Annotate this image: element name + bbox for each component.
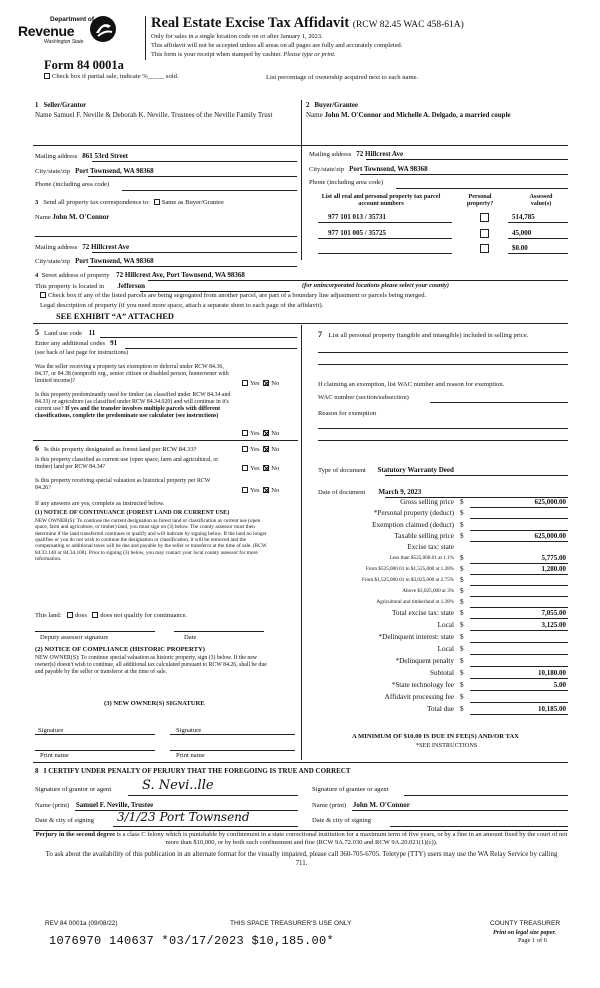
segregated-checkbox[interactable] bbox=[40, 292, 46, 298]
tax-row-label: From $525,000.01 to $1,525,000 at 1.28% bbox=[365, 566, 454, 573]
logo-state: Washington State bbox=[44, 39, 84, 45]
street-address[interactable]: 4 Street address of property 72 Hillcrest Ave, Port Townsend, WA 98368 bbox=[35, 271, 245, 279]
minimum-notice: A MINIMUM OF $10.00 IS DUE IN FEE(S) AND/OR TAX bbox=[352, 733, 519, 740]
no-checkbox-checked[interactable] bbox=[263, 430, 269, 436]
rule bbox=[33, 145, 568, 146]
header-line-1: Only for sales in a single location code on or after January 1, 2023. bbox=[151, 33, 323, 40]
deputy-date-label: Date bbox=[184, 634, 197, 641]
buyer-mailing[interactable]: Mailing address 72 Hillcrest Ave bbox=[309, 150, 404, 158]
personal-property-col-header: Personal property? bbox=[466, 193, 494, 208]
grantor-date-line bbox=[113, 826, 298, 827]
current-use-yes-no[interactable]: Yes No bbox=[240, 465, 279, 473]
assessed-line bbox=[508, 238, 568, 239]
tax-row-label: Gross selling price bbox=[400, 498, 454, 506]
timber-yes-no[interactable]: Yes No bbox=[240, 430, 279, 438]
tax-row-label: Agricultural and timberland at 1.28% bbox=[376, 599, 454, 606]
no-checkbox-checked[interactable] bbox=[263, 380, 269, 386]
dollar-sign: $ bbox=[460, 587, 464, 596]
tax-row-label: Subtotal bbox=[430, 669, 454, 678]
if-any-yes: If any answers are yes, complete as instructed below. bbox=[35, 501, 165, 507]
historic-yes-no[interactable]: Yes No bbox=[240, 487, 279, 495]
sections-1-2-divider bbox=[301, 100, 302, 260]
timber-question: Is this property predominantly used for timber (as classified under RCW 84.34 and 84.33) or agriculture (as classified under RCW 84.34.020) and will continue in it's current use? If yes and the transfer involves multiple parcels with different classifications, complete the predominate use calculator (see instructions) bbox=[35, 392, 231, 419]
legal-description-label: Legal description of property (if you need more space, attach a separate sheet to each page of the affidavit). bbox=[40, 302, 324, 309]
see-instructions: *SEE INSTRUCTIONS bbox=[416, 742, 478, 749]
qualify-row[interactable]: This land: does does not qualify for continuance. bbox=[35, 612, 188, 619]
grantee-signature-line bbox=[404, 795, 568, 796]
tax-row-value[interactable]: 7,055.00 bbox=[541, 609, 566, 618]
parcel-line bbox=[318, 238, 452, 239]
dollar-sign: $ bbox=[460, 669, 464, 678]
deputy-sig-line bbox=[35, 631, 155, 632]
dollar-sign: $ bbox=[460, 633, 464, 642]
notice-continuance-title: (1) NOTICE OF CONTINUANCE (FOREST LAND OR CURRENT USE) bbox=[35, 510, 230, 516]
assessed-1[interactable]: 514,785 bbox=[512, 213, 535, 221]
form-number: Form 84 0001a bbox=[44, 58, 124, 72]
rule bbox=[33, 762, 568, 763]
grantor-date-city[interactable]: 3/1/23 Port Townsend bbox=[117, 810, 250, 824]
land-use-code[interactable]: 5 Land use code 11 bbox=[35, 328, 96, 337]
certify-heading: 8 I CERTIFY UNDER PENALTY OF PERJURY THAT THE FOREGOING IS TRUE AND CORRECT bbox=[35, 767, 351, 775]
print-name-line bbox=[170, 750, 295, 751]
additional-line bbox=[125, 348, 297, 349]
seller-heading: 1 Seller/Grantor bbox=[35, 102, 87, 109]
land-use-line bbox=[100, 337, 297, 338]
yes-checkbox[interactable] bbox=[242, 487, 248, 493]
notice-compliance-body: NEW OWNER(S): To continue special valuation as historic property, sign (3) below. If the new owner(s) doesn't wish to continue, all additional tax calculated pursuant to RCW 84.26, shall be due and payable by the seller or transferor at the time of sale. bbox=[35, 655, 267, 675]
parcel-1[interactable]: 977 101 013 / 35731 bbox=[328, 213, 386, 221]
logo-main: Revenue bbox=[18, 23, 75, 39]
current-use-question: Is this property classified as current use (open space, farm and agricultural, or timber) land per RCW 84.34? bbox=[35, 457, 219, 470]
treasurer-stamp: 1076970 140637 *03/17/2023 $10,185.00* bbox=[49, 934, 335, 948]
dollar-sign: $ bbox=[460, 576, 464, 585]
tax-row-value[interactable]: 10,185.00 bbox=[538, 705, 566, 714]
reason-exemption[interactable]: Reason for exemption bbox=[318, 410, 377, 417]
tax-value-line bbox=[470, 541, 568, 542]
dollar-sign: $ bbox=[460, 645, 464, 654]
section3-city-line bbox=[88, 266, 297, 267]
buyer-mailing-line bbox=[366, 159, 568, 160]
form-revision: REV 84 0001a (09/08/22) bbox=[45, 920, 118, 927]
seller-name: Name Samuel F. Neville & Deborah K. Neville. Trustees of the Neville Family Trust bbox=[35, 111, 273, 119]
partial-sale-checkbox[interactable] bbox=[44, 73, 50, 79]
tax-value-line bbox=[470, 690, 568, 691]
assessed-2[interactable]: 45,000 bbox=[512, 229, 532, 237]
alternate-format-notice: To ask about the availability of this publication in an alternate format for the visually impaired, please call 360-705-6705. Teletype (TTY) users may use the WA Relay Service by calling 711. bbox=[45, 851, 558, 867]
new-owner-signature-title: (3) NEW OWNER(S) SIGNATURE bbox=[104, 700, 205, 707]
tax-row-value[interactable]: 625,000.00 bbox=[534, 498, 566, 506]
print-name-label: Print name bbox=[40, 752, 69, 759]
same-as-buyer-checkbox[interactable] bbox=[154, 199, 160, 205]
yes-checkbox[interactable] bbox=[242, 446, 248, 452]
tax-row-label: From $1,525,000.01 to $3,025,000 at 2.75% bbox=[361, 577, 454, 584]
grantee-date-line bbox=[390, 826, 568, 827]
grantor-date-label: Date & city of signing bbox=[35, 817, 94, 824]
tax-value-line bbox=[470, 596, 568, 597]
assessed-line bbox=[508, 253, 568, 254]
dollar-sign: $ bbox=[460, 531, 464, 540]
dollar-sign: $ bbox=[460, 509, 464, 518]
personal-property-list-label: 7 List all personal property (tangible and intangible) included in selling price. bbox=[318, 330, 529, 339]
dollar-sign: $ bbox=[460, 554, 464, 563]
tax-value-line bbox=[470, 585, 568, 586]
personal-property-line bbox=[318, 352, 568, 353]
reason-line bbox=[318, 440, 568, 441]
grantee-name-line bbox=[352, 810, 568, 811]
tax-row-label: *Delinquent interest: state bbox=[378, 633, 454, 642]
grantor-signature-label: Signature of grantor or agent bbox=[35, 786, 112, 793]
tax-row-label: Taxable selling price bbox=[394, 531, 454, 540]
assessed-line bbox=[508, 222, 568, 223]
grantee-date-label: Date & city of signing bbox=[312, 817, 371, 824]
exemption-question: Was the seller receiving a property tax exemption or deferral under RCW 84.36, 84.37, or 84.38 (nonprofit org., senior citizen or disabled person, homeowner with limited income)? bbox=[35, 364, 229, 384]
located-note: (for unincorporated locations please select your county) bbox=[302, 282, 449, 289]
tax-value-line bbox=[470, 518, 568, 519]
buyer-city[interactable]: City/state/zip Port Townsend, WA 98368 bbox=[309, 165, 428, 173]
deputy-signature-label: Deputy assessor signature bbox=[40, 634, 109, 641]
tax-value-line bbox=[470, 678, 568, 679]
tax-row-label: Total due bbox=[427, 705, 454, 714]
tax-row-label: Exemption claimed (deduct) bbox=[372, 520, 454, 529]
revenue-logo-icon bbox=[88, 14, 118, 44]
section3-label: 3 Send all property tax correspondence to: Same as Buyer/Grantee bbox=[35, 199, 224, 206]
treasurer-use-only: THIS SPACE TREASURER'S USE ONLY bbox=[230, 920, 352, 927]
dollar-sign: $ bbox=[460, 705, 464, 714]
print-name-line bbox=[35, 750, 155, 751]
notice-continuance-body: NEW OWNER(S): To continue the current designation as forest land or classification as current use (open space, farm and agriculture, or timber) land, you must sign on (3) below. The county assessor must then determine if the land transferred continues to qualify and will indicate by signing below. If the land no longer qualifies or you do not wish to continue the designation or classification, it will be removed and the compensating or additional taxes will be due and payable by the seller or transferor at the time of sale. (RCW 84.33.140 or 84.34.108). Prior to signing (3) below, you may contact your local county assessor for more information. bbox=[35, 518, 267, 563]
parcel-line bbox=[318, 222, 452, 223]
parcel-line bbox=[318, 253, 452, 254]
seller-mailing-line bbox=[92, 161, 297, 162]
grantor-name[interactable]: Name (print) Samuel F. Neville, Trustee bbox=[35, 801, 154, 809]
tax-row-label: *Delinquent penalty bbox=[395, 657, 454, 666]
historic-question: Is this property receiving special valuation as historical property per RCW 84.26? bbox=[35, 478, 211, 491]
tax-row-label: *Personal property (deduct) bbox=[373, 509, 454, 518]
street-line bbox=[148, 280, 568, 281]
forest-yes-no[interactable]: Yes No bbox=[240, 446, 279, 454]
personal-property-line bbox=[318, 364, 568, 365]
dollar-sign: $ bbox=[460, 657, 464, 666]
yes-checkbox[interactable] bbox=[242, 465, 248, 471]
section3-name-line2 bbox=[35, 236, 297, 237]
buyer-phone[interactable]: Phone (including area code) bbox=[309, 179, 384, 186]
section3-mailing-line bbox=[92, 252, 297, 253]
grantor-signature-line bbox=[128, 795, 298, 796]
located-in[interactable]: This property is located in Jefferson bbox=[35, 282, 146, 290]
personal-property-checkbox-2[interactable] bbox=[480, 229, 489, 238]
rule bbox=[33, 323, 568, 324]
tax-value-line bbox=[470, 642, 568, 643]
tax-row-label: Less than $525,000.01 at 1.1% bbox=[389, 555, 454, 562]
forest-land-question: 6 Is this property designated as forest land per RCW 84.33? bbox=[35, 444, 197, 453]
legal-paper-note: Print on legal size paper. bbox=[493, 929, 557, 936]
revenue-logo bbox=[18, 14, 126, 52]
notice-compliance-title: (2) NOTICE OF COMPLIANCE (HISTORIC PROPERTY) bbox=[35, 646, 205, 653]
signature-label: Signature bbox=[38, 727, 64, 734]
signature-label: Signature bbox=[176, 727, 202, 734]
no-checkbox-checked[interactable] bbox=[263, 465, 269, 471]
tax-value-line bbox=[470, 702, 568, 703]
tax-row-label: Total excise tax: state bbox=[392, 609, 454, 618]
see-back: (see back of last page for instructions) bbox=[35, 350, 129, 356]
document-type[interactable]: Type of document Statutory Warranty Deed bbox=[318, 466, 454, 474]
tax-row-value[interactable]: 5,775.00 bbox=[541, 554, 566, 563]
tax-row-value[interactable]: 1,280.00 bbox=[541, 565, 566, 574]
tax-row-value[interactable]: 5.00 bbox=[553, 681, 566, 690]
tax-value-line bbox=[470, 563, 568, 564]
no-checkbox-checked[interactable] bbox=[263, 487, 269, 493]
dollar-sign: $ bbox=[460, 681, 464, 690]
section3-city[interactable]: City/state/zip Port Townsend, WA 98368 bbox=[35, 257, 154, 265]
sections-5-7-divider bbox=[301, 325, 302, 760]
assessed-col-header: Assessed value(s) bbox=[529, 193, 553, 208]
partial-sale-checkbox-row[interactable]: Check box if partial sale, indicate %_____ sold. bbox=[42, 73, 179, 81]
buyer-heading: 2 Buyer/Grantee bbox=[306, 102, 358, 109]
wac-line bbox=[430, 402, 568, 403]
seller-phone-line bbox=[122, 190, 297, 191]
page-number: Page 1 of 6 bbox=[518, 937, 547, 944]
exhibit-reference: SEE EXHIBIT “A” ATTACHED bbox=[56, 312, 174, 321]
dollar-sign: $ bbox=[460, 609, 464, 618]
parcel-2[interactable]: 977 101 005 / 35725 bbox=[328, 229, 386, 237]
document-date[interactable]: Date of document March 9, 2023 bbox=[318, 488, 422, 496]
yes-checkbox[interactable] bbox=[242, 380, 248, 386]
does-not-checkbox[interactable] bbox=[92, 612, 98, 618]
parcel-col-header: List all real and personal property tax parcel account numbers bbox=[321, 193, 441, 208]
tax-row-label: Above $3,025,000 at 3% bbox=[402, 588, 454, 595]
tax-row-label: Local bbox=[437, 621, 454, 630]
tax-row-label: Affidavit processing fee bbox=[384, 693, 454, 702]
dollar-sign: $ bbox=[460, 621, 464, 630]
tax-value-line bbox=[470, 714, 568, 715]
tax-value-line bbox=[470, 507, 568, 508]
tax-value-line bbox=[470, 666, 568, 667]
dollar-sign: $ bbox=[460, 693, 464, 702]
tax-row-value[interactable]: 3,125.00 bbox=[541, 621, 566, 630]
tax-row-label: Local bbox=[437, 645, 454, 654]
no-checkbox-checked[interactable] bbox=[263, 446, 269, 452]
ownership-note: List percentage of ownership acquired next to each name. bbox=[266, 74, 419, 81]
exemption-instructions: If claiming an exemption, list WAC number and reason for exemption. bbox=[318, 381, 505, 388]
grantee-signature-label: Signature of grantee or agent bbox=[312, 786, 389, 793]
header-divider bbox=[145, 16, 146, 60]
dollar-sign: $ bbox=[460, 520, 464, 529]
dollar-sign: $ bbox=[460, 498, 464, 506]
dollar-sign: $ bbox=[460, 598, 464, 607]
county-treasurer: COUNTY TREASURER bbox=[490, 920, 561, 927]
section3-name[interactable]: Name John M. O'Connor bbox=[35, 213, 110, 221]
section3-mailing[interactable]: Mailing address 72 Hillcrest Ave bbox=[35, 243, 130, 251]
tax-row-value[interactable]: 625,000.00 bbox=[534, 531, 566, 540]
header-line-3: This form is your receipt when stamped by cashier. Please type or print. bbox=[151, 51, 336, 58]
assessed-3[interactable]: $0.00 bbox=[512, 244, 528, 252]
excise-tax-label: Excise tax: state bbox=[407, 543, 454, 552]
buyer-name: Name John M. O'Connor and Michelle A. Delgado, a married couple bbox=[306, 111, 511, 119]
rule bbox=[33, 440, 298, 441]
tax-value-line bbox=[470, 618, 568, 619]
seller-city-line bbox=[88, 176, 297, 177]
additional-codes[interactable]: Enter any additional codes 91 bbox=[35, 339, 118, 347]
seller-mailing[interactable]: Mailing address 861 53rd Street bbox=[35, 152, 129, 160]
logo-dept: Department of bbox=[50, 16, 95, 23]
tax-row-value[interactable]: 10,180.00 bbox=[538, 669, 566, 678]
tax-row-label: *State technology fee bbox=[391, 681, 454, 690]
document-type-line bbox=[385, 475, 568, 476]
personal-property-checkbox-3[interactable] bbox=[480, 244, 489, 253]
seller-city[interactable]: City/state/zip Port Townsend, WA 98368 bbox=[35, 167, 154, 175]
perjury-notice: Perjury in the second degree is a class C felony which is punishable by confinement in a state correctional institution for a maximum term of five years, or by a fine in an amount fixed by the court of not more than $10,000, or by both such confinement and fine (RCW 9A.72.030 and RCW 9A.20.021(1)(c)). bbox=[35, 831, 568, 847]
print-name-label: Print name bbox=[176, 752, 205, 759]
personal-property-checkbox-1[interactable] bbox=[480, 213, 489, 222]
reason-line bbox=[318, 428, 568, 429]
grantee-name[interactable]: Name (print) John M. O'Connor bbox=[312, 801, 410, 809]
does-checkbox[interactable] bbox=[67, 612, 73, 618]
form-title: Real Estate Excise Tax Affidavit (RCW 82.45 WAC 458-61A) bbox=[151, 15, 464, 31]
tax-value-line bbox=[470, 654, 568, 655]
segregated-row[interactable]: Check box if any of the listed parcels are being segregated from another parcel, are part of a boundary line adjustment or parcels being merged. bbox=[38, 292, 426, 300]
header-line-2: This affidavit will not be accepted unless all areas on all pages are fully and accurately completed. bbox=[151, 42, 403, 49]
tax-value-line bbox=[470, 607, 568, 608]
wac-number[interactable]: WAC number (section/subsection) bbox=[318, 394, 409, 401]
buyer-city-line bbox=[360, 174, 568, 175]
tax-value-line bbox=[470, 574, 568, 575]
dollar-sign: $ bbox=[460, 565, 464, 574]
tax-value-line bbox=[470, 630, 568, 631]
seller-phone[interactable]: Phone (including area code) bbox=[35, 181, 110, 188]
yes-checkbox[interactable] bbox=[242, 430, 248, 436]
tax-value-line bbox=[470, 530, 568, 531]
exemption-yes-no[interactable]: Yes No bbox=[240, 380, 279, 388]
deputy-date-line bbox=[174, 631, 264, 632]
grantor-signature[interactable]: S. Nevi..lle bbox=[142, 778, 214, 793]
buyer-phone-line bbox=[396, 188, 568, 189]
